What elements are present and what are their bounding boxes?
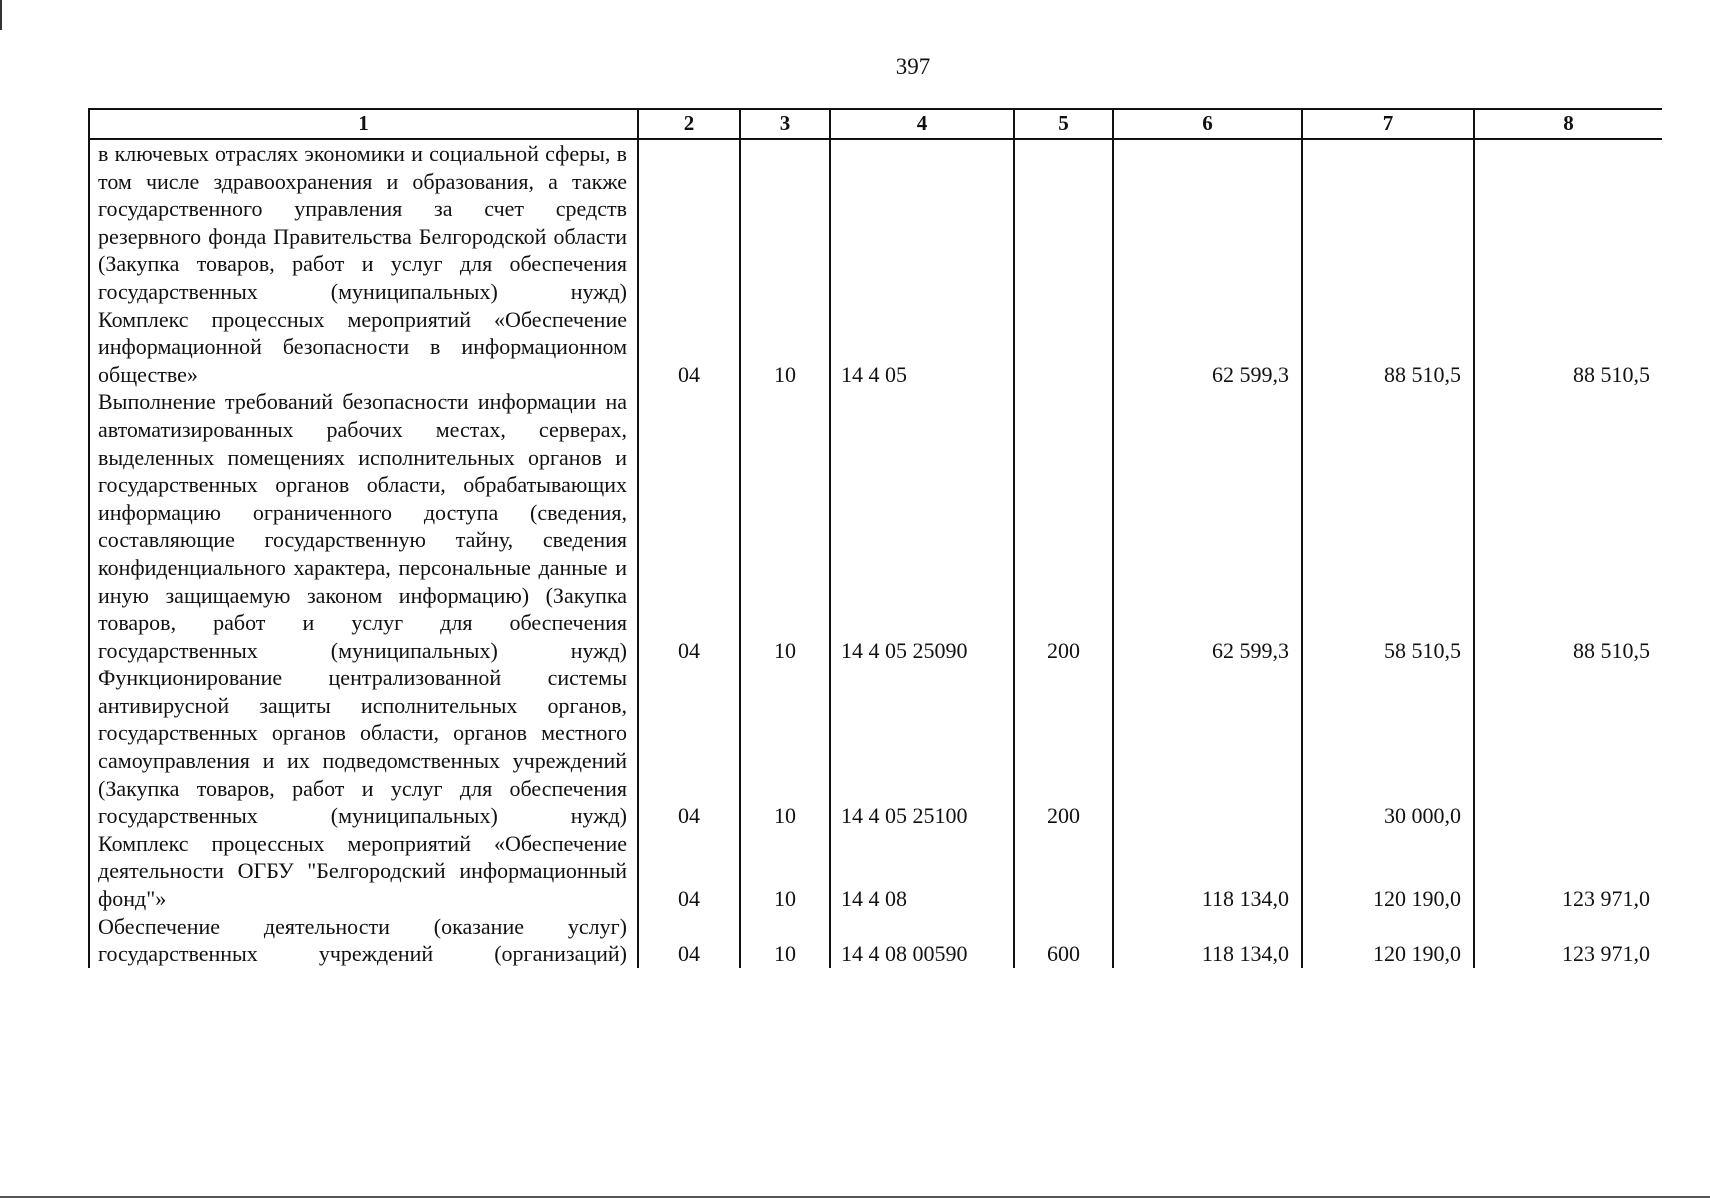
expense-type-code: 200 <box>1014 388 1113 664</box>
column-header-8: 8 <box>1474 109 1662 139</box>
table-row <box>89 830 1662 913</box>
amount-col-6: 118 134,0 <box>1113 913 1302 968</box>
header-row <box>89 109 1662 139</box>
row-description: Обеспечение деятельности (оказание услуг) государственных учреждений (организаций) <box>89 913 638 968</box>
expense-type-code: 200 <box>1014 664 1113 830</box>
scan-edge-mark <box>0 0 2 30</box>
target-article-code: 14 4 05 <box>830 306 1014 389</box>
amount-col-8 <box>1474 664 1662 830</box>
column-header-4: 4 <box>830 109 1014 139</box>
amount-col-6: 62 599,3 <box>1113 388 1302 664</box>
subsection-code: 10 <box>740 913 830 968</box>
amount-col-6: 118 134,0 <box>1113 830 1302 913</box>
expense-type-code <box>1014 139 1113 306</box>
section-code: 04 <box>638 388 740 664</box>
budget-table <box>88 108 1662 968</box>
budget-table-container <box>88 108 1662 1096</box>
target-article-code: 14 4 05 25090 <box>830 388 1014 664</box>
target-article-code: 14 4 05 25100 <box>830 664 1014 830</box>
subsection-code: 10 <box>740 830 830 913</box>
subsection-code: 10 <box>740 306 830 389</box>
amount-col-7: 58 510,5 <box>1302 388 1474 664</box>
section-code: 04 <box>638 664 740 830</box>
column-header-1: 1 <box>89 109 638 139</box>
subsection-code <box>740 139 830 306</box>
amount-col-6 <box>1113 139 1302 306</box>
subsection-code: 10 <box>740 388 830 664</box>
column-header-5: 5 <box>1014 109 1113 139</box>
target-article-code: 14 4 08 <box>830 830 1014 913</box>
amount-col-8: 123 971,0 <box>1474 830 1662 913</box>
table-row <box>89 306 1662 389</box>
amount-col-8: 88 510,5 <box>1474 388 1662 664</box>
amount-col-7: 120 190,0 <box>1302 913 1474 968</box>
row-description: Функционирование централизованной системы антивирусной защиты исполнительных органов, государственных органов области, органов местного самоуправления и их подведомственных учреждений (Закупка товаров, работ и услуг для обеспечения государственных (муниципальных) нужд) <box>89 664 638 830</box>
target-article-code <box>830 139 1014 306</box>
section-code: 04 <box>638 913 740 968</box>
scan-edge-line <box>0 1196 1710 1198</box>
subsection-code: 10 <box>740 664 830 830</box>
row-description: Комплекс процессных мероприятий «Обеспечение информационной безопасности в информационном обществе» <box>89 306 638 389</box>
row-description: Комплекс процессных мероприятий «Обеспечение деятельности ОГБУ "Белгородский информационный фонд"» <box>89 830 638 913</box>
table-row <box>89 664 1662 830</box>
amount-col-7: 120 190,0 <box>1302 830 1474 913</box>
row-description: в ключевых отраслях экономики и социальной сферы, в том числе здравоохранения и образования, а также государственного управления за счет средств резервного фонда Правительства Белгородской области (Закупка товаров, работ и услуг для обеспечения государственных (муниципальных) нужд) <box>89 139 638 306</box>
amount-col-6 <box>1113 664 1302 830</box>
row-description: Выполнение требований безопасности информации на автоматизированных рабочих местах, серверах, выделенных помещениях исполнительных органов и государственных органов области, обрабатывающих информацию ограниченного доступа (сведения, составляющие государственную тайну, сведения конфиденциального характера, персональные данные и иную защищаемую законом информацию) (Закупка товаров, работ и услуг для обеспечения государственных (муниципальных) нужд) <box>89 388 638 664</box>
amount-col-8: 123 971,0 <box>1474 913 1662 968</box>
expense-type-code <box>1014 830 1113 913</box>
table-row <box>89 139 1662 306</box>
column-header-2: 2 <box>638 109 740 139</box>
column-header-7: 7 <box>1302 109 1474 139</box>
target-article-code: 14 4 08 00590 <box>830 913 1014 968</box>
amount-col-6: 62 599,3 <box>1113 306 1302 389</box>
expense-type-code: 600 <box>1014 913 1113 968</box>
section-code: 04 <box>638 306 740 389</box>
table-row <box>89 913 1662 968</box>
column-header-6: 6 <box>1113 109 1302 139</box>
table-row <box>89 388 1662 664</box>
page-number: 397 <box>895 54 931 79</box>
section-code <box>638 139 740 306</box>
column-header-3: 3 <box>740 109 830 139</box>
amount-col-8 <box>1474 139 1662 306</box>
expense-type-code <box>1014 306 1113 389</box>
amount-col-7 <box>1302 139 1474 306</box>
amount-col-8: 88 510,5 <box>1474 306 1662 389</box>
section-code: 04 <box>638 830 740 913</box>
amount-col-7: 88 510,5 <box>1302 306 1474 389</box>
amount-col-7: 30 000,0 <box>1302 664 1474 830</box>
